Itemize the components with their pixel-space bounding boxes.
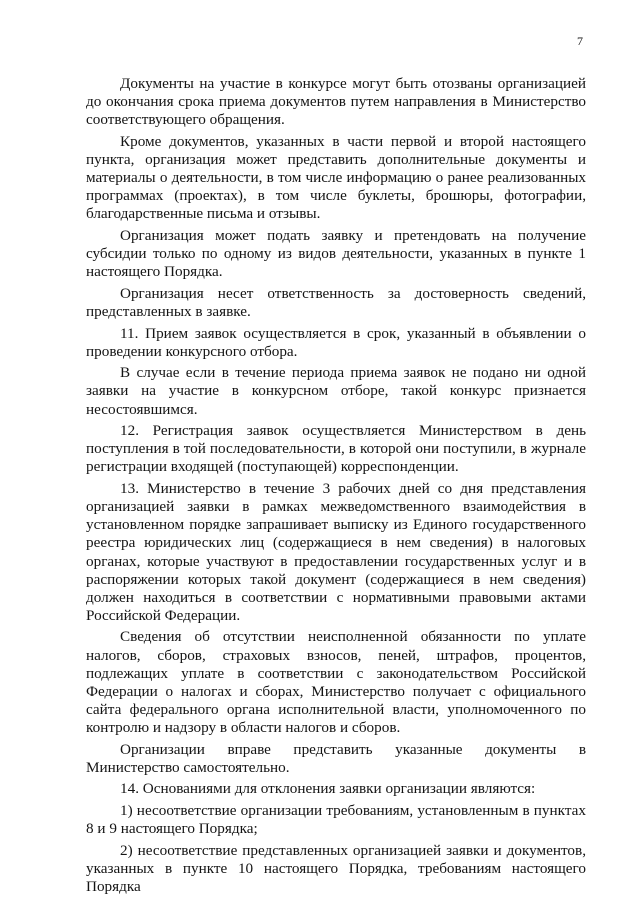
paragraph-additional-documents: Кроме документов, указанных в части первой и второй настоящего пункта, организация может представить дополнительные документы и материалы о деятельности, в том числе информацию о ранее реализованных программах (проектах), в том числе буклеты, брошюры, фотографии, благодарственные письма и отзывы. (86, 132, 586, 223)
paragraph-tax-information: Сведения об отсутствии неисполненной обязанности по уплате налогов, сборов, страховых взносов, пеней, штрафов, процентов, подлежащих уплате в соответствии с законодательством Российской Федерации о налогах и сборах, Министерство получает с официального сайта федерального органа исполнительной власти, уполномоченного по контролю и надзору в области налогов и сборов. (86, 628, 586, 736)
page-number: 7 (577, 34, 583, 48)
paragraph-single-application: Организация может подать заявку и претендовать на получение субсидии только по одному из видов деятельности, указанных в пункте 1 настоящего Порядка. (86, 226, 586, 281)
document-body (86, 75, 586, 896)
paragraph-item-12: 12. Регистрация заявок осуществляется Министерством в день поступления в той последовательности, в которой они поступили, в журнале регистрации входящей (поступающей) корреспонденции. (86, 422, 586, 476)
paragraph-withdrawal: Документы на участие в конкурсе могут быть отозваны организацией до окончания срока приема документов путем направления в Министерство соответствующего обращения. (86, 75, 586, 129)
paragraph-responsibility: Организация несет ответственность за достоверность сведений, представленных в заявке. (86, 284, 586, 320)
list-item-2: 2) несоответствие представленных организацией заявки и документов, указанных в пункте 10 настоящего Порядка, требованиям настоящего Порядка (86, 841, 586, 896)
paragraph-no-applications: В случае если в течение периода приема заявок не подано ни одной заявки на участие в конкурсном отборе, такой конкурс признается несостоявшимся. (86, 364, 586, 418)
paragraph-item-14: 14. Основаниями для отклонения заявки организации являются: (120, 780, 536, 798)
paragraph-item-11: 11. Прием заявок осуществляется в срок, указанный в объявлении о проведении конкурсного отбора. (86, 324, 586, 360)
paragraph-item-13: 13. Министерство в течение 3 рабочих дней со дня представления организацией заявки в рамках межведомственного взаимодействия в установленном порядке запрашивает выписку из Единого государственного реестра юридических лиц (содержащиеся в нем сведения) в налоговых органах, которые участвуют в предоставлении государственных услуг и в распоряжении которых такой документ (содержащиеся в нем сведения) должен находиться в соответствии с нормативными правовыми актами Российской Федерации. (86, 480, 586, 624)
paragraph-self-submission: Организации вправе представить указанные документы в Министерство самостоятельно. (86, 740, 586, 776)
list-item-1: 1) несоответствие организации требованиям, установленным в пунктах 8 и 9 настоящего Порядка; (86, 802, 586, 838)
